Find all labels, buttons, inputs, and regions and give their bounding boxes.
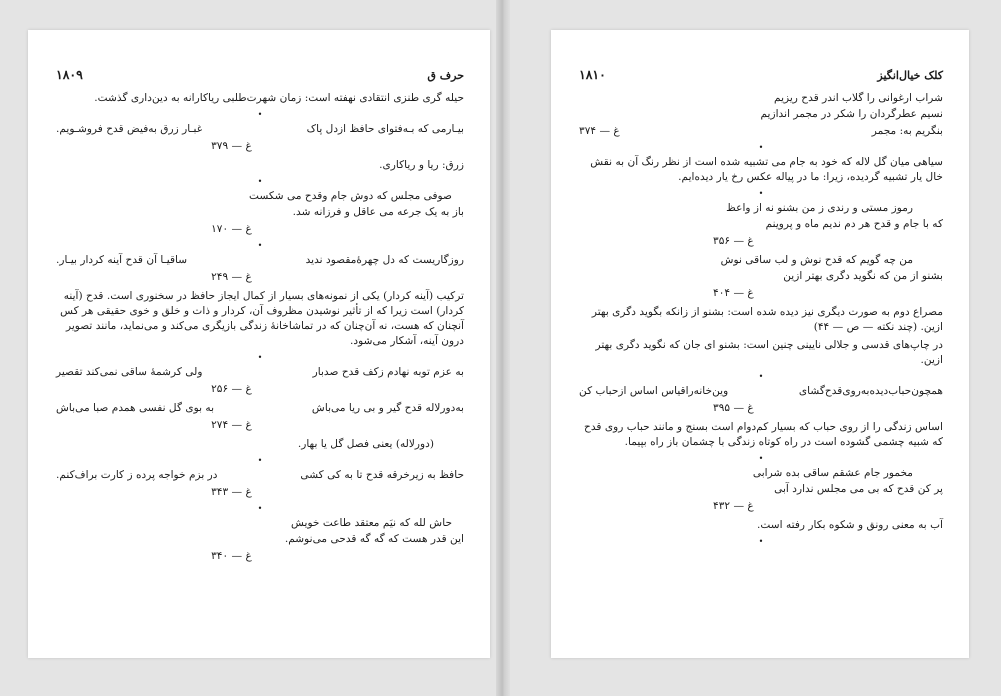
verse-hemistich: به بوی گل نفسی همدم صبا می‌باش: [56, 402, 215, 414]
verse-line: نسیم عطرگردان را شکر در مجمر اندازیم: [760, 108, 943, 120]
verse-reference: غ — ۳۴۰: [211, 550, 252, 562]
commentary-paragraph: در چاپ‌های قدسی و جلالی نایینی چنین است: بشنو ای جان که نگوید دگری بهتر ازین.: [595, 339, 943, 366]
verse-line: رموز مستی و رندی ز من بشنو نه از واعظ: [726, 202, 913, 214]
verse-line: حاش لله که نیَم معتقد طاعت خویش: [290, 517, 452, 529]
right-page-number: ۱۸۱۰: [579, 67, 606, 82]
separator-dot: •: [758, 537, 764, 546]
separator-dot: •: [758, 454, 764, 463]
verse-line: من چه گویم که قدح نوش و لب ساقی نوش: [720, 254, 913, 266]
separator-dot: •: [257, 110, 263, 119]
verse-reference: غ — ۴۰۴: [713, 287, 754, 299]
verse-hemistich: به‌دورلاله قدح گیر و بی ریا می‌باش: [311, 402, 464, 414]
left-page-header: [56, 67, 464, 83]
separator-dot: •: [758, 143, 764, 152]
intro-text: حیله گری طنزی انتقادی نهفته است: زمان شهرت‌طلبی ریاکارانه به دین‌داری گذشت.: [94, 92, 464, 104]
right-page-header: [579, 67, 943, 83]
left-page-content: [56, 67, 464, 648]
verse-reference: غ — ۳۷۹: [211, 140, 252, 152]
verse-line: باز به یک جرعه می عاقل و فرزانه شد.: [292, 206, 464, 218]
verse-couplet: [56, 365, 464, 380]
verse-reference: غ — ۳۵۶: [713, 235, 754, 247]
verse-reference: غ — ۲۷۴: [211, 419, 252, 431]
verse-hemistich: ولی کرشمهٔ ساقی نمی‌کند تقصیر: [56, 366, 203, 378]
verse-line: مخمور جام عشقم ساقی بده شرابی: [752, 467, 913, 479]
book-gutter: [496, 0, 510, 696]
left-page: [28, 30, 490, 658]
note-text: آب به معنی رونق و شکوه بکار رفته است.: [757, 519, 943, 531]
separator-dot: •: [257, 353, 263, 362]
separator-dot: •: [758, 372, 764, 381]
verse-line: این قدر هست که گه گه قدحی می‌نوشم.: [284, 533, 464, 545]
verse-couplet: [56, 122, 464, 137]
verse-hemistich: حافظ به زیرخرقه قدح تا به کی کشی: [300, 469, 464, 481]
note-text: زرق: ریا و ریاکاری.: [379, 159, 464, 171]
verse-hemistich: روزگاریست که دل چهرهٔ‌مقصود ندید: [305, 254, 464, 266]
verse-couplet: [56, 253, 464, 268]
verse-reference: غ — ۱۷۰: [211, 223, 252, 235]
verse-line: بشنو از من که نگوید دگری بهتر ازین: [783, 270, 943, 282]
left-page-number: ۱۸۰۹: [56, 67, 83, 82]
right-page-content: [579, 67, 943, 648]
verse-reference: غ — ۲۴۹: [211, 271, 252, 283]
separator-dot: •: [257, 456, 263, 465]
verse-hemistich: همچون‌حباب‌دیده‌به‌روی‌قدح‌گشای: [798, 385, 943, 397]
verse-reference: غ — ۳۴۳: [211, 486, 252, 498]
separator-dot: •: [758, 189, 764, 198]
commentary-paragraph: مصراع دوم به صورت دیگری نیز دیده شده است: بشنو از زانکه بگوید دگری بهتر ازین. (چند نکته — ص — ۴۴): [591, 306, 943, 333]
separator-dot: •: [257, 504, 263, 513]
verse-couplet: [56, 468, 464, 483]
separator-dot: •: [257, 177, 263, 186]
commentary-paragraph: سیاهی میان گل لاله که خود به جام می تشبیه شده است از نظر رنگ آن به نقش خال یار تشبیه گردیده، زیرا: ما در پیاله عکس رخ یار دیده‌ایم.: [590, 156, 943, 183]
note-text: بنگریم به: مجمر: [871, 125, 943, 137]
verse-reference-row: [579, 124, 943, 139]
verse-line: پر کن قدح که بی می مجلس ندارد آبی: [774, 483, 943, 495]
verse-reference: غ — ۳۹۵: [713, 402, 754, 414]
right-page: [551, 30, 969, 658]
verse-reference: غ — ۳۷۴: [579, 125, 620, 137]
right-page-header-title: کلک خیال‌انگیز: [877, 69, 943, 82]
verse-hemistich: بیـا‌رمی که بـه‌فتوای حافظ ازدل پاک: [306, 123, 464, 135]
verse-hemistich: ساقیـا آن قدح آینه کردار بیـار.: [56, 254, 188, 266]
verse-line: که با جام و قدح هر دم ندیم ماه و پروینم: [765, 218, 943, 230]
verse-reference: غ — ۴۳۲: [713, 500, 754, 512]
verse-hemistich: به عزم توبه نهادم زکف قدح صدبار: [312, 366, 464, 378]
verse-hemistich: در بزم خواجه پرده ز کارت براف‌کنم.: [56, 469, 218, 481]
left-page-header-title: حرف ق: [427, 69, 464, 82]
note-text: (دورلاله) یعنی فصل گل یا بهار.: [297, 438, 434, 450]
verse-line: صوفی مجلس که دوش جام وقدح می شکست: [249, 190, 452, 202]
separator-dot: •: [257, 241, 263, 250]
commentary-paragraph: اساس زندگی را از روی حباب که بسیار کم‌دوام است بسنج و مانند حباب روی قدح که شبیه چشمی گشوده است در راه کوتاه زندگی با چشمان باز راه بپیما.: [584, 421, 943, 448]
verse-hemistich: غبـار زرق به‌فیض قدح فروشـویم.: [56, 123, 203, 135]
verse-couplet: [56, 401, 464, 416]
verse-line: شراب ارغوانی را گلاب اندر قدح ریزیم: [774, 92, 943, 104]
verse-hemistich: وین‌خانه‌راقیاس اساس ازحباب کن: [579, 385, 729, 397]
commentary-paragraph: ترکیب (آینه کردار) یکی از نمونه‌های بسیار از کمال ایجاز حافظ در سخنوری است. قدح (آینه کردار) است زیرا که از تأثیر نوشیدن مظروف آن، کردار و ذات و خلق و خوی حقیقی هر کس آنچنان که هست، نه آن‌چنان که در تماشاخانهٔ زندگی بازیگری می‌کند و می‌نماید، مانند تصویر درون آینه، آشکار می‌شود.: [60, 290, 464, 347]
verse-reference: غ — ۲۵۶: [211, 383, 252, 395]
verse-couplet: [579, 384, 943, 399]
